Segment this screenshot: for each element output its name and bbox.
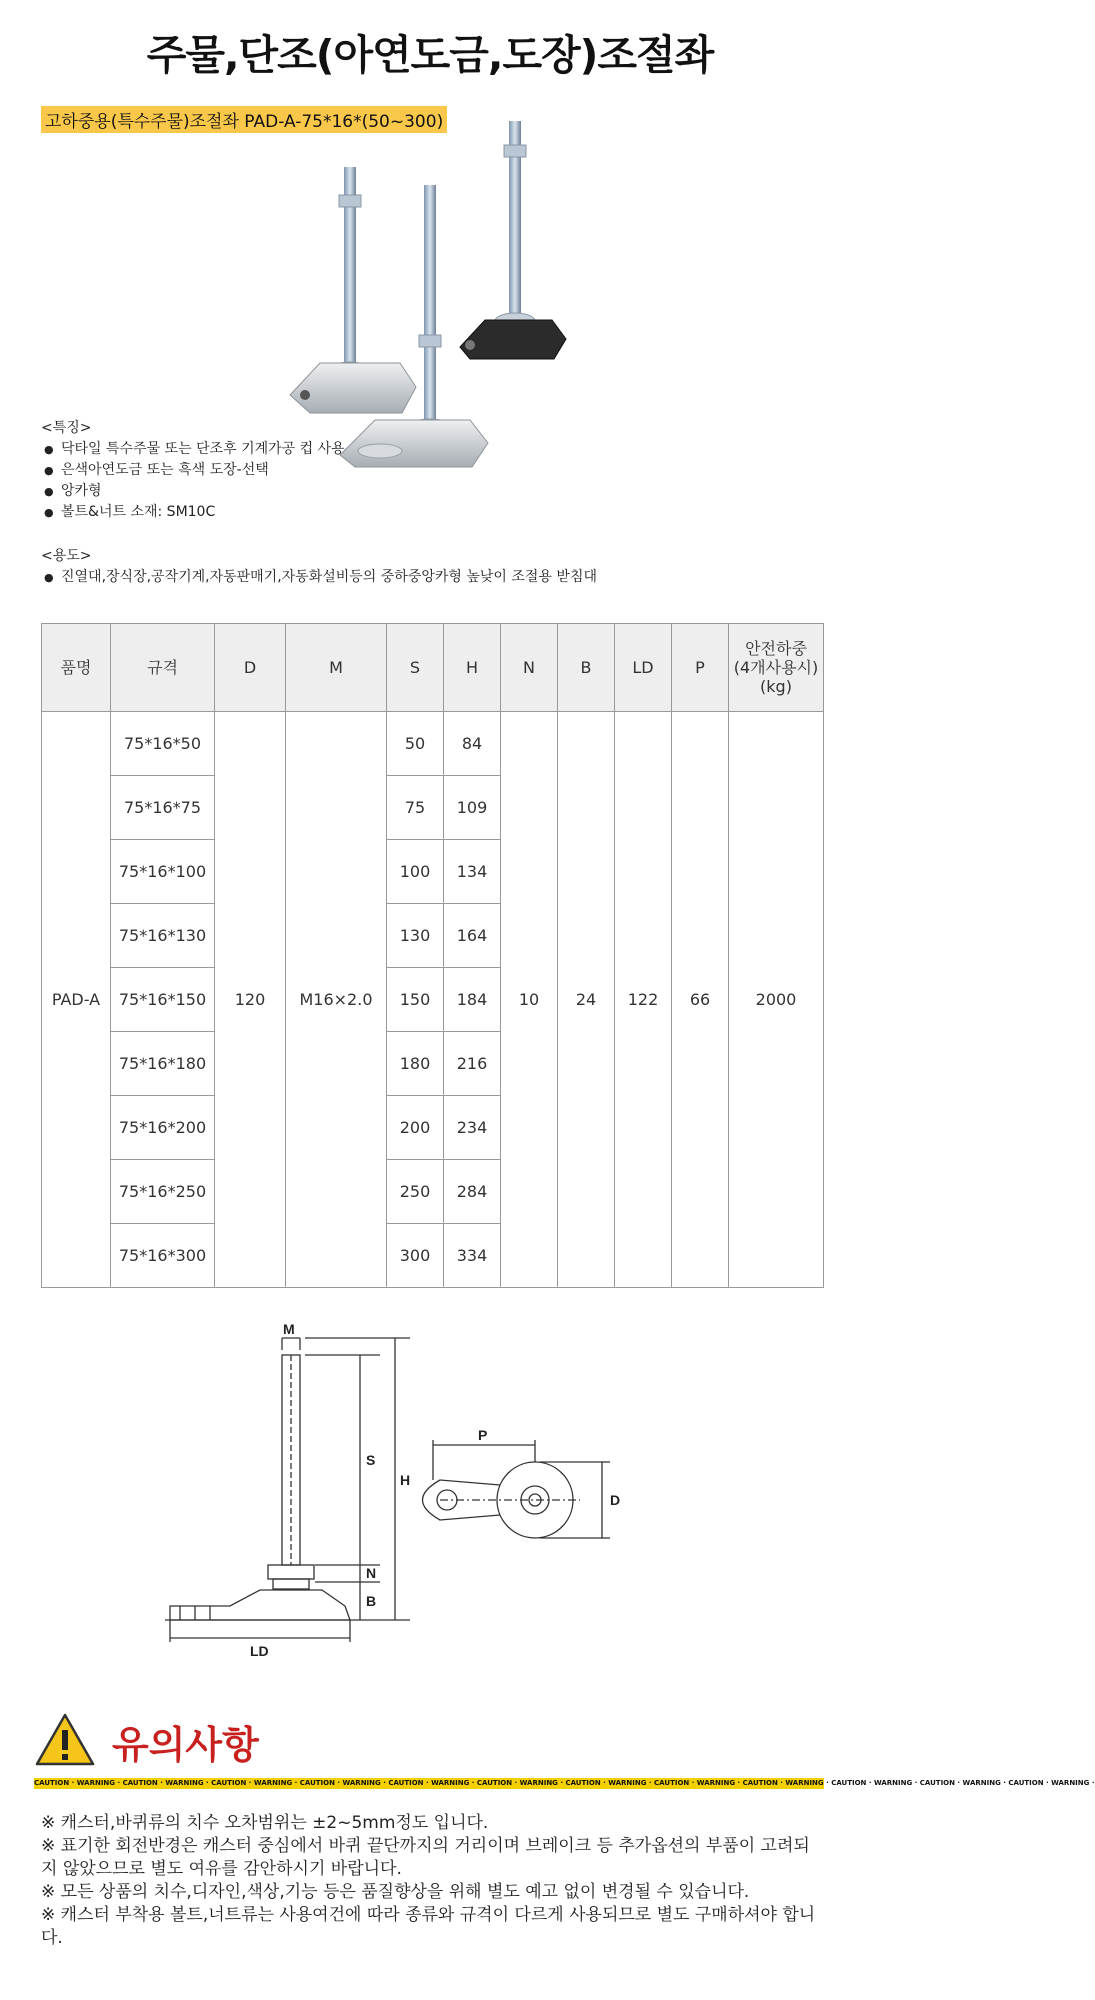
label-ld: LD (250, 1643, 269, 1659)
spec-cell: 75*16*150 (111, 968, 215, 1032)
stripe-word: WARNING · (962, 1779, 1009, 1787)
dimension-drawing (140, 1320, 740, 1660)
spec-cell: 75*16*130 (111, 904, 215, 968)
spec-cell: 75*16*250 (111, 1160, 215, 1224)
features-section (41, 418, 345, 523)
leveling-foot-left (290, 167, 416, 413)
feature-item: ● 닥타일 특수주물 또는 단조후 기계가공 컵 사용 (41, 439, 345, 460)
s-cell: 200 (387, 1096, 444, 1160)
stripe-word: CAUTION · (299, 1779, 343, 1787)
stripe-word: CAUTION · (211, 1779, 254, 1787)
m-cell: M16×2.0 (286, 712, 387, 1288)
s-cell: 300 (387, 1224, 444, 1288)
h-cell: 184 (444, 968, 501, 1032)
header-cell: D (215, 624, 286, 712)
s-cell: 250 (387, 1160, 444, 1224)
leveling-foot-middle (340, 185, 488, 467)
stripe-word: CAUTION · (831, 1779, 874, 1787)
n-cell: 10 (501, 712, 558, 1288)
s-cell: 50 (387, 712, 444, 776)
usage-section (41, 546, 597, 588)
stripe-word: WARNING · (342, 1779, 389, 1787)
label-s: S (366, 1452, 376, 1468)
stripe-word: WARNING · (519, 1779, 566, 1787)
s-cell: 75 (387, 776, 444, 840)
h-cell: 216 (444, 1032, 501, 1096)
feature-item: ● 볼트&너트 소재: SM10C (41, 502, 345, 523)
feature-item: ● 은색아연도금 또는 흑색 도장-선택 (41, 460, 345, 481)
s-cell: 180 (387, 1032, 444, 1096)
h-cell: 109 (444, 776, 501, 840)
header-cell: LD (615, 624, 672, 712)
stripe-word: CAUTION · (1008, 1779, 1052, 1787)
stripe-word: WARNING · (253, 1779, 300, 1787)
header-cell: B (558, 624, 615, 712)
product-cell: PAD-A (42, 712, 111, 1288)
usage-item: ● 진열대,장식장,공작기계,자동판매기,자동화설비등의 중하중앙카형 높낮이 조절용 받침대 (41, 567, 597, 588)
header-cell: M (286, 624, 387, 712)
label-m: M (283, 1321, 295, 1337)
h-cell: 334 (444, 1224, 501, 1288)
b-cell: 24 (558, 712, 615, 1288)
header-cell: 규격 (111, 624, 215, 712)
label-b: B (366, 1593, 377, 1609)
d-cell: 120 (215, 712, 286, 1288)
s-cell: 100 (387, 840, 444, 904)
h-cell: 134 (444, 840, 501, 904)
caution-stripe (34, 1778, 1095, 1789)
spec-cell: 75*16*100 (111, 840, 215, 904)
label-d: D (610, 1492, 621, 1508)
feature-item: ● 앙카형 (41, 481, 345, 502)
header-cell: 안전하중 (4개사용시) (kg) (729, 624, 824, 712)
caution-note: ※ 표기한 회전반경은 캐스터 중심에서 바퀴 끝단까지의 거리이며 브레이크 등 추가옵션의 부품이 고려되지 않았으므로 별도 여유를 감안하시기 바랍니다. (41, 1836, 810, 1879)
s-cell: 150 (387, 968, 444, 1032)
page-title: 주물,단조(아연도금,도장)조절좌 (146, 31, 714, 79)
stripe-word: WARNING · (608, 1779, 655, 1787)
stripe-word: CAUTION · (919, 1779, 963, 1787)
header-cell: 품명 (42, 624, 111, 712)
s-cell: 130 (387, 904, 444, 968)
spec-cell: 75*16*200 (111, 1096, 215, 1160)
stripe-word: WARNING · (76, 1779, 123, 1787)
caution-note: ※ 캐스터 부착용 볼트,너트류는 사용여건에 따라 종류와 규격이 다르게 사용되므로 별도 구매하셔야 합니다. (41, 1905, 816, 1948)
table-row (42, 712, 824, 776)
usage-heading: <용도> (41, 548, 92, 564)
warning-icon (34, 1712, 96, 1768)
caution-note: ※ 캐스터,바퀴류의 치수 오차범위는 ±2~5mm정도 입니다. (41, 1813, 489, 1833)
stripe-word: WARNING · (165, 1779, 212, 1787)
h-cell: 164 (444, 904, 501, 968)
header-cell: N (501, 624, 558, 712)
h-cell: 234 (444, 1096, 501, 1160)
stripe-word: WARNING · (785, 1779, 832, 1787)
label-n: N (366, 1565, 377, 1581)
stripe-word: CAUTION · (654, 1779, 697, 1787)
leveling-foot-right (460, 121, 566, 359)
caution-title: 유의사항 (112, 1723, 259, 1767)
stripe-word: CAUTION · (388, 1779, 432, 1787)
ld-cell: 122 (615, 712, 672, 1288)
features-list (41, 439, 345, 523)
stripe-word: WARNING · (431, 1779, 477, 1787)
header-cell: H (444, 624, 501, 712)
spec-cell: 75*16*180 (111, 1032, 215, 1096)
header-cell: P (672, 624, 729, 712)
product-subtitle: 고하중용(특수주물)조절좌 PAD-A-75*16*(50~300) (41, 106, 447, 133)
usage-list (41, 567, 597, 588)
features-heading: <특징> (41, 420, 92, 436)
stripe-word: WARNING · (873, 1779, 920, 1787)
h-cell: 84 (444, 712, 501, 776)
table-header-row (42, 624, 824, 712)
stripe-word: CAUTION · (476, 1779, 520, 1787)
caution-notes (41, 1812, 821, 1950)
label-p: P (478, 1427, 488, 1443)
header-cell: S (387, 624, 444, 712)
spec-table (41, 623, 824, 1288)
spec-cell: 75*16*300 (111, 1224, 215, 1288)
spec-cell: 75*16*50 (111, 712, 215, 776)
caution-note: ※ 모든 상품의 치수,디자인,색상,기능 등은 품질향상을 위해 별도 예고 없이 변경될 수 있습니다. (41, 1882, 750, 1902)
label-h: H (400, 1472, 411, 1488)
stripe-word: CAUTION · (34, 1779, 77, 1787)
stripe-word: CAUTION · (122, 1779, 166, 1787)
h-cell: 284 (444, 1160, 501, 1224)
stripe-word: CAUTION · (565, 1779, 609, 1787)
p-cell: 66 (672, 712, 729, 1288)
load-cell: 2000 (729, 712, 824, 1288)
stripe-word: WARNING · (1051, 1779, 1095, 1787)
stripe-word: CAUTION · (742, 1779, 786, 1787)
spec-cell: 75*16*75 (111, 776, 215, 840)
stripe-word: WARNING · (696, 1779, 743, 1787)
